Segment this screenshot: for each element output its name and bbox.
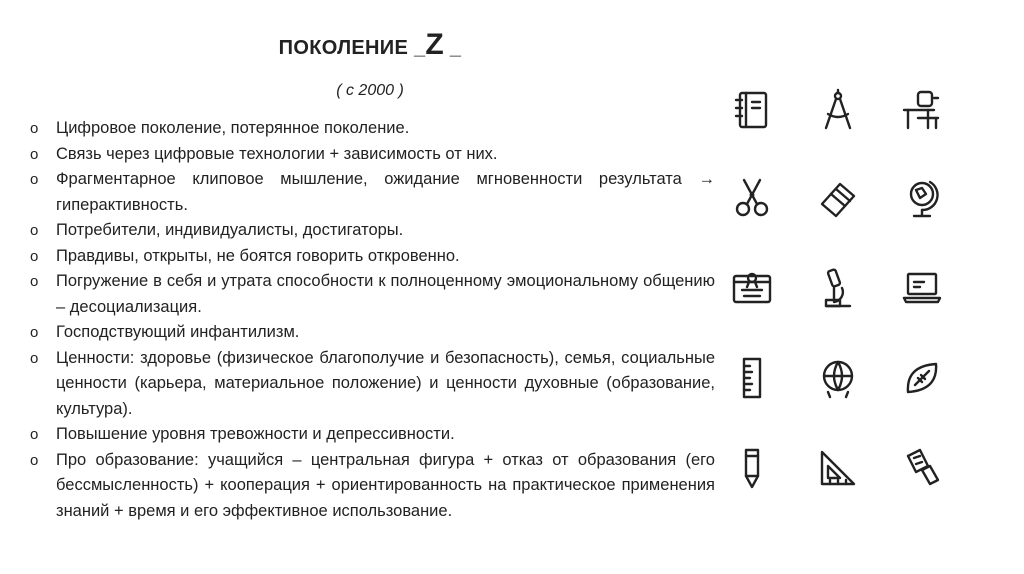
- bullet-item: o Фрагментарное клиповое мышление, ожидание мгновенности результата → гиперактивность.: [30, 167, 715, 218]
- ruler-icon: [730, 356, 774, 400]
- bullet-item: o Правдивы, открыты, не боятся говорить откровенно.: [30, 244, 715, 270]
- bullet-item: o Господствующий инфантилизм.: [30, 320, 715, 346]
- laptop-icon: [900, 266, 944, 310]
- bullet-item: o Повышение уровня тревожности и депрессивности.: [30, 422, 715, 448]
- set-square-icon: [816, 446, 860, 490]
- notebook-icon: [730, 88, 774, 132]
- bullet-item: o Ценности: здоровье (физическое благополучие и безопасность), семья, социальные ценности (карьера, материальное положение) и ценности духовные (образование, культура).: [30, 346, 715, 423]
- bullet-item: o Потребители, индивидуалисты, достигаторы.: [30, 218, 715, 244]
- bullet-item: o Цифровое поколение, потерянное поколение.: [30, 116, 715, 142]
- bullet-item: o Погружение в себя и утрата способности к полноценному эмоциональному общению – десоциализация.: [30, 269, 715, 320]
- compass-icon: [816, 88, 860, 132]
- slide-subtitle: ( с 2000 ): [336, 82, 404, 99]
- basketball-icon: [816, 356, 860, 400]
- pencil-icon: [730, 446, 774, 490]
- microscope-icon: [816, 266, 860, 310]
- school-desk-icon: [900, 88, 944, 132]
- bullet-item: o Связь через цифровые технологии + зависимость от них.: [30, 142, 715, 168]
- eraser-icon: [816, 176, 860, 220]
- scissors-icon: [730, 176, 774, 220]
- globe-icon: [900, 176, 944, 220]
- bullet-list: [30, 116, 715, 524]
- football-icon: [900, 356, 944, 400]
- slide-title: ПОКОЛЕНИЕ _Z _: [278, 28, 462, 61]
- bullet-item: o Про образование: учащийся – центральная фигура + отказ от образования (его бессмысленность) + кооперация + ориентированность на практическое применения знаний + время и его эффективное использование.: [30, 448, 715, 525]
- diploma-icon: [730, 266, 774, 310]
- pencil-sharpener-icon: [900, 446, 944, 490]
